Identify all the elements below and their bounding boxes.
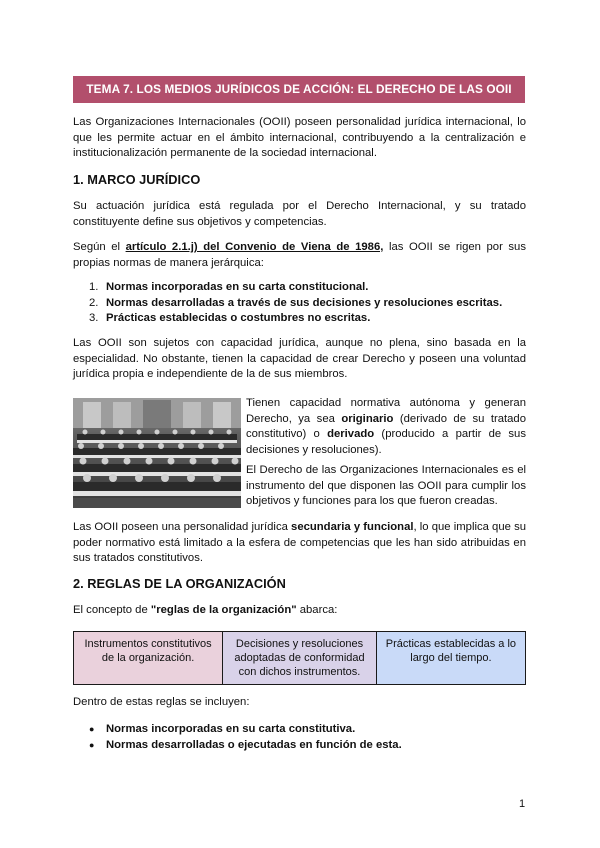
table-cell-decisions: Decisiones y resoluciones adoptadas de conformidad con dichos instrumentos. bbox=[223, 632, 377, 685]
assembly-photo bbox=[73, 398, 241, 508]
section-2-within: Dentro de estas reglas se incluyen: bbox=[73, 696, 250, 708]
table-cell-constitutive: Instrumentos constitutivos de la organización. bbox=[74, 632, 223, 685]
section-1-heading: 1. MARCO JURÍDICO bbox=[73, 172, 201, 187]
table-cell-practices: Prácticas establecidas a lo largo del tiempo. bbox=[376, 632, 525, 685]
assembly-hall-image bbox=[73, 398, 241, 508]
document-title: TEMA 7. LOS MEDIOS JURÍDICOS DE ACCIÓN: EL DERECHO DE LAS OOII bbox=[73, 76, 525, 103]
section-1-paragraph-3: Las OOII son sujetos con capacidad jurídica, aunque no plena, sino basada en la especialidad. No obstante, tienen la capacidad de crear Derecho y poseen una voluntad jurídica propia e independiente de la de sus miembros. bbox=[73, 337, 526, 380]
rules-table bbox=[73, 631, 526, 685]
rules-bullet-list bbox=[73, 722, 533, 753]
list-item: ● Normas desarrolladas o ejecutadas en función de esta. bbox=[73, 738, 533, 754]
intro-paragraph: Las Organizaciones Internacionales (OOII) poseen personalidad jurídica internacional, lo que les permite actuar en el ámbito internacional, contribuyendo a la centralización e institucionalización permanente de la sociedad internacional. bbox=[73, 116, 526, 159]
list-item: 1. Normas incorporadas en su carta constitucional. bbox=[89, 281, 369, 293]
section-1-paragraph-6: Las OOII poseen una personalidad jurídica secundaria y funcional, lo que implica que su poder normativo está limitado a la esfera de competencias que les han sido atribuidas en sus tratados constitutivos. bbox=[73, 521, 526, 564]
bullet-icon: ● bbox=[89, 724, 95, 734]
section-1-paragraph-2: Según el artículo 2.1.j) del Convenio de Viena de 1986, las OOII se rigen por sus propias normas de manera jerárquica: bbox=[73, 241, 526, 269]
section-1-paragraph-4: Tienen capacidad normativa autónoma y generan Derecho, ya sea originario (derivado de su tratado constitutivo) o derivado (producido a partir de sus decisiones y resoluciones). bbox=[246, 397, 526, 456]
hierarchy-list bbox=[73, 280, 533, 327]
table-row bbox=[74, 632, 526, 685]
list-item: ● Normas incorporadas en su carta constitutiva. bbox=[73, 722, 533, 738]
convention-reference: artículo 2.1.j) del Convenio de Viena de 1986, bbox=[125, 241, 384, 253]
section-2-heading: 2. REGLAS DE LA ORGANIZACIÓN bbox=[73, 576, 286, 591]
list-item: 3. Prácticas establecidas o costumbres no escritas. bbox=[89, 312, 371, 324]
section-1-paragraph-1: Su actuación jurídica está regulada por el Derecho Internacional, y su tratado constituyente define sus objetivos y competencias. bbox=[73, 200, 526, 228]
bullet-icon: ● bbox=[89, 739, 95, 750]
section-1-paragraph-5: El Derecho de las Organizaciones Internacionales es el instrumento del que disponen las OOII para cumplir los objetivos y funciones para los que fueron creadas. bbox=[246, 464, 526, 507]
list-item: 2. Normas desarrolladas a través de sus decisiones y resoluciones escritas. bbox=[89, 296, 503, 309]
section-2-intro: El concepto de "reglas de la organización" abarca: bbox=[73, 604, 338, 616]
page-number: 1 bbox=[519, 798, 526, 810]
